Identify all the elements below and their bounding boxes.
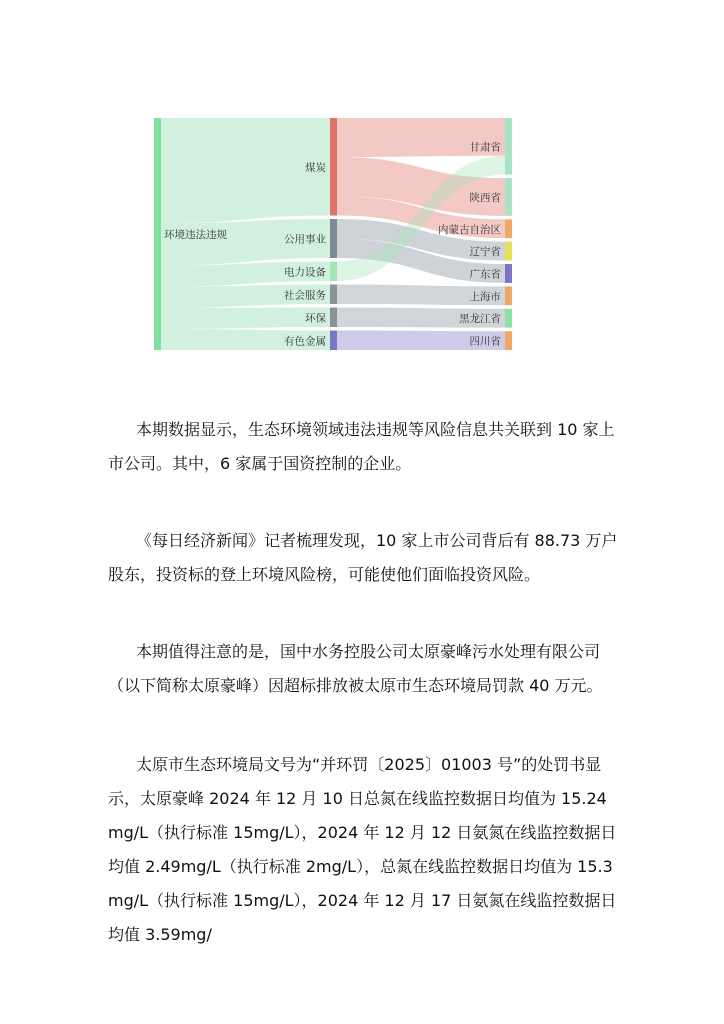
paragraph-2: 《每日经济新闻》记者梳理发现，10 家上市公司背后有 88.73 万户股东，投资标的登上环境风险榜，可能使他们面临投资风险。	[108, 531, 618, 584]
label-四川省: 四川省	[469, 335, 501, 348]
node-上海市	[505, 286, 512, 305]
label-环保: 环保	[305, 312, 326, 325]
node-辽宁省	[505, 242, 512, 261]
label-source: 环境违法违规	[164, 229, 227, 241]
label-电力设备: 电力设备	[284, 266, 326, 279]
node-公用事业	[330, 219, 337, 258]
label-社会服务: 社会服务	[284, 289, 326, 302]
node-广东省	[505, 264, 512, 283]
paragraph-4: 太原市生态环境局文号为“并环罚〔2025〕01003 号”的处罚书显示，太原豪峰 2024 年 12 月 10 日总氮在线监控数据日均值为 15.24mg/L（执行标准 15mg/L），2024 年 12 月 12 日氨氮在线监控数据日均值 2.49mg/L（执行标准 2mg/L），总氮在线监控数据日均值为 15.3mg/L（执行标准 15mg/L），2024 年 12 月 17 日氨氮在线监控数据日均值 3.59mg/	[108, 755, 617, 944]
label-甘肃省: 甘肃省	[469, 141, 501, 154]
label-陕西省: 陕西省	[469, 191, 501, 204]
node-甘肃省	[505, 118, 512, 175]
label-有色金属: 有色金属	[284, 335, 326, 348]
node-煤炭	[330, 118, 337, 216]
label-公用事业: 公用事业	[284, 233, 326, 246]
node-有色金属	[330, 331, 337, 351]
paragraph-1: 本期数据显示，生态环境领域违法违规等风险信息共关联到 10 家上市公司。其中，6 家属于国资控制的企业。	[108, 420, 615, 473]
node-社会服务	[330, 285, 337, 305]
label-辽宁省: 辽宁省	[469, 246, 501, 259]
label-煤炭: 煤炭	[305, 161, 326, 174]
node-环保	[330, 308, 337, 328]
label-内蒙古自治区: 内蒙古自治区	[438, 223, 501, 236]
paragraph-3: 本期值得注意的是，国中水务控股公司太原豪峰污水处理有限公司（以下简称太原豪峰）因超标排放被太原市生态环境局罚款 40 万元。	[108, 642, 603, 695]
label-上海市: 上海市	[469, 290, 501, 303]
node-电力设备	[330, 262, 337, 282]
node-黑龙江省	[505, 309, 512, 328]
node-source	[154, 118, 161, 350]
label-广东省: 广东省	[469, 268, 501, 281]
node-内蒙古自治区	[505, 219, 512, 238]
node-四川省	[505, 331, 512, 350]
sankey-chart	[150, 100, 520, 350]
label-黑龙江省: 黑龙江省	[459, 313, 501, 326]
node-陕西省	[505, 178, 512, 216]
